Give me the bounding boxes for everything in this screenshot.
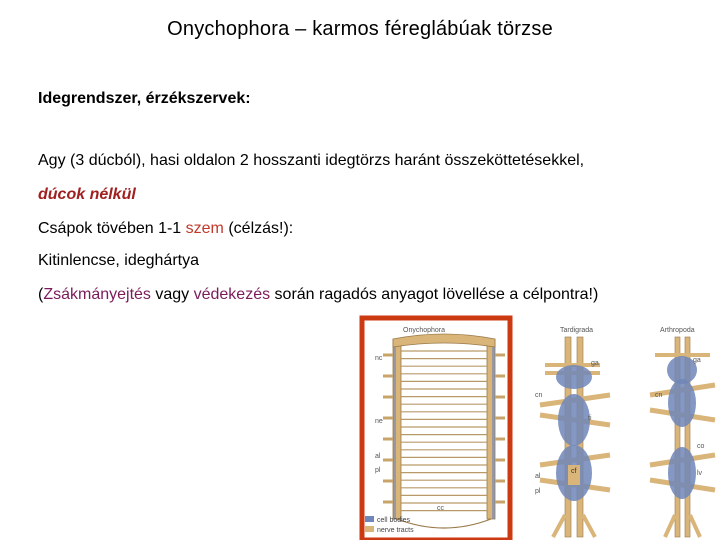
tard-label-ti: ti	[588, 415, 592, 422]
comparison-diagram	[355, 315, 720, 540]
nervous-system-text: Agy (3 dúcból), hasi oldalon 2 hosszanti idegtörzs haránt összeköttetésekkel,	[38, 152, 585, 169]
label-nc: nc	[375, 355, 383, 362]
arth-label-co: co	[697, 443, 705, 450]
eye-highlight: szem	[185, 220, 224, 237]
legend-swatch-nerve-tracts	[365, 526, 374, 532]
eyes-text	[38, 220, 293, 238]
legend-swatch-cell-bodies	[365, 516, 374, 522]
arth-label-lv: lv	[697, 470, 703, 477]
slide-title: Onychophora – karmos féreglábúak törzse	[167, 18, 553, 40]
arth-label-cn: cn	[655, 392, 663, 399]
slime-open: (	[38, 286, 44, 303]
defense-word: védekezés	[193, 286, 271, 303]
commissures	[401, 351, 487, 511]
tard-label-al: al	[535, 473, 541, 480]
slime-text	[38, 286, 598, 304]
label-ne: ne	[375, 418, 383, 425]
arthropoda-diagram	[650, 337, 715, 537]
nervous-system-figure	[355, 315, 720, 540]
no-ganglia-emphasis: dúcok nélkül	[38, 186, 136, 203]
legend-cell-bodies: cell bodies	[377, 517, 411, 524]
onychophora-label: Onychophora	[403, 327, 446, 334]
tard-label-pl: pl	[535, 488, 541, 495]
slime-mid: vagy	[150, 286, 194, 303]
label-al: al	[375, 453, 381, 460]
arthropoda-label: Arthropoda	[660, 327, 695, 334]
label-cc: cc	[437, 505, 444, 512]
slime-rest: során ragadós anyagot lövellése a célpontra!)	[270, 286, 599, 303]
section-heading: Idegrendszer, érzékszervek:	[38, 90, 251, 107]
legend-nerve-tracts: nerve tracts	[377, 527, 414, 534]
tard-label-ga: ga	[591, 360, 599, 367]
tardigrada-diagram	[540, 337, 610, 537]
eyes-text-before: Csápok tövében 1-1	[38, 220, 186, 237]
right-cell-bodies	[492, 339, 495, 519]
tardigrada-label: Tardigrada	[560, 327, 594, 334]
label-pl: pl	[375, 467, 381, 474]
tard-label-cn: cn	[535, 392, 543, 399]
brain	[393, 334, 495, 347]
label-cf: cf	[571, 468, 577, 475]
prey-capture-word: Zsákmányejtés	[43, 286, 151, 303]
eyes-text-after: (célzás!):	[223, 220, 294, 237]
left-cell-bodies	[393, 339, 396, 519]
lens-text: Kitinlencse, ideghártya	[38, 252, 199, 269]
arth-label-ga: ga	[693, 357, 701, 364]
